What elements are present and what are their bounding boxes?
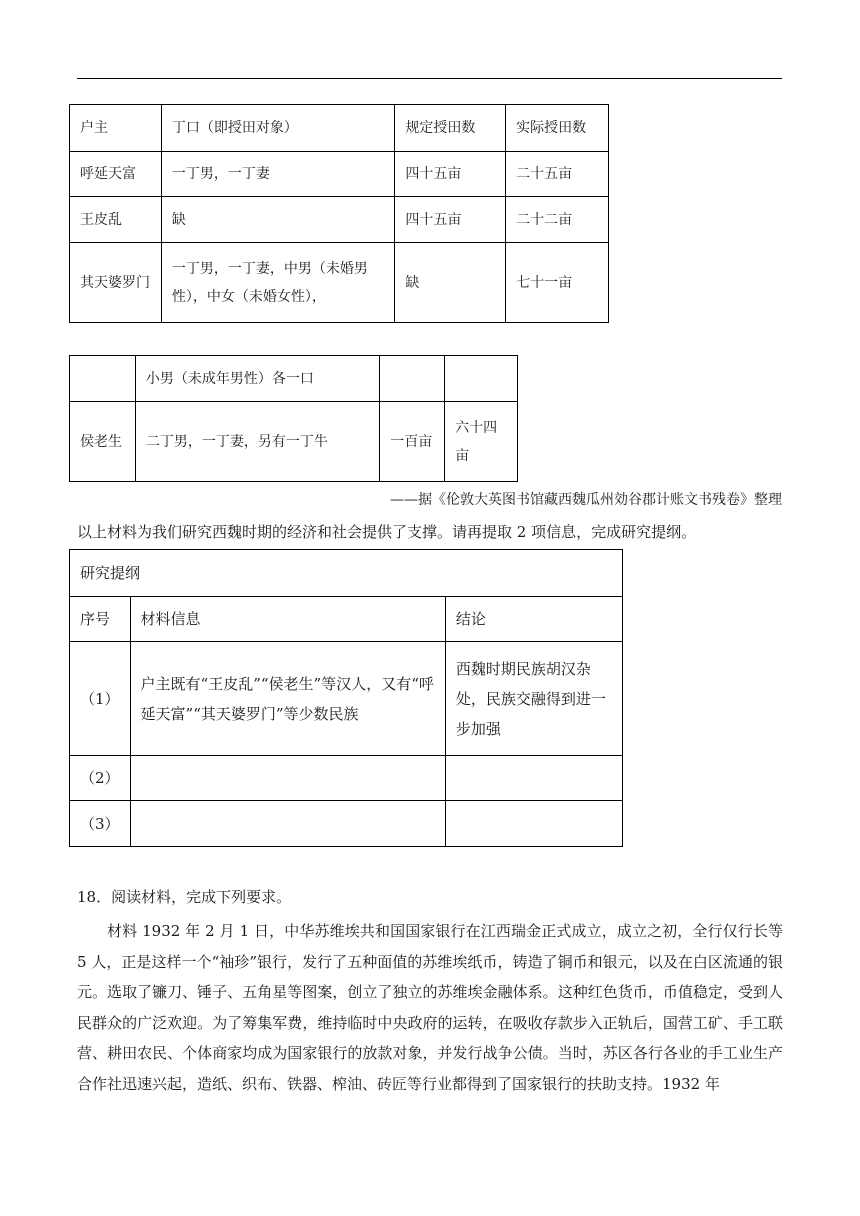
table-cell: 其天婆罗门 (70, 243, 162, 323)
header-cell: 户主 (70, 105, 162, 152)
material-paragraph: 材料 1932 年 2 月 1 日，中华苏维埃共和国国家银行在江西瑞金正式成立，成立之初，全行仅行长等 5 人，正是这样一个“袖珍”银行，发行了五种面值的苏维埃纸币，铸造了铜币和银元，以及在白区流通的银元。选取了镰刀、锤子、五角星等图案，创立了独立的苏维埃金融体系。这种红色货币，币值稳定，受到人民群众的广泛欢迎。为了筹集军费，维持临时中央政府的运转，在吸收存款步入正轨后，国营工矿、手工联营、耕田农民、个体商家均成为国家银行的放款对象，并发行战争公债。当时，苏区各行各业的手工业生产合作社迅速兴起，造纸、织布、铁器、榨油、砖匠等行业都得到了国家银行的扶助支持。1932 年 (77, 922, 783, 1093)
question-heading: 18．阅读材料，完成下列要求。 (77, 888, 292, 906)
table-cell: 一丁男，一丁妻 (161, 152, 395, 197)
table-title: 研究提纲 (70, 550, 623, 597)
table-cell: 四十五亩 (395, 152, 506, 197)
table-row (70, 642, 623, 756)
table-cell: 缺 (395, 243, 506, 323)
table-cell: 四十五亩 (395, 197, 506, 243)
table-row (70, 356, 518, 402)
table-row (70, 402, 518, 482)
header-cell: 结论 (445, 597, 622, 642)
table-cell: 小男（未成年男性）各一口 (135, 356, 379, 402)
table-cell (380, 356, 445, 402)
row-number: （3） (70, 801, 131, 847)
table-cell: 七十一亩 (506, 243, 609, 323)
material-info-cell[interactable] (130, 756, 445, 801)
land-allocation-table-continued (69, 355, 518, 482)
conclusion-cell: 西魏时期民族胡汉杂处，民族交融得到进一步加强 (445, 642, 622, 756)
table-header-row (70, 105, 609, 152)
table-row (70, 152, 609, 197)
header-cell: 实际授田数 (506, 105, 609, 152)
table-cell: 二十五亩 (506, 152, 609, 197)
land-allocation-table (69, 104, 609, 323)
material-info-cell: 户主既有“王皮乱”“侯老生”等汉人，又有“呼延天富”“其天婆罗门”等少数民族 (130, 642, 445, 756)
research-outline-table (69, 549, 623, 847)
source-citation: ——据《伦敦大英图书馆藏西魏瓜州効谷郡计账文书残卷》整理 (390, 492, 782, 508)
header-rule (77, 78, 782, 79)
table-row (70, 243, 609, 323)
table-row (70, 756, 623, 801)
instruction-text: 以上材料为我们研究西魏时期的经济和社会提供了支撑。请再提取 2 项信息，完成研究提纲。 (77, 523, 697, 541)
table-cell: 二十二亩 (506, 197, 609, 243)
header-cell: 序号 (70, 597, 131, 642)
table-cell (70, 356, 136, 402)
table-cell: 呼延天富 (70, 152, 162, 197)
header-cell: 规定授田数 (395, 105, 506, 152)
table-cell: 王皮乱 (70, 197, 162, 243)
table-cell: 一百亩 (380, 402, 445, 482)
row-number: （1） (70, 642, 131, 756)
header-cell: 材料信息 (130, 597, 445, 642)
conclusion-cell[interactable] (445, 801, 622, 847)
conclusion-cell[interactable] (445, 756, 622, 801)
table-cell: 二丁男，一丁妻，另有一丁牛 (135, 402, 379, 482)
table-title-row (70, 550, 623, 597)
table-cell: 缺 (161, 197, 395, 243)
table-row (70, 197, 609, 243)
table-row (70, 801, 623, 847)
material-info-cell[interactable] (130, 801, 445, 847)
header-cell: 丁口（即授田对象） (161, 105, 395, 152)
table-cell (445, 356, 518, 402)
row-number: （2） (70, 756, 131, 801)
table-cell: 一丁男，一丁妻，中男（未婚男性），中女（未婚女性）， (161, 243, 395, 323)
table-cell: 侯老生 (70, 402, 136, 482)
table-header-row (70, 597, 623, 642)
table-cell: 六十四亩 (445, 402, 518, 482)
